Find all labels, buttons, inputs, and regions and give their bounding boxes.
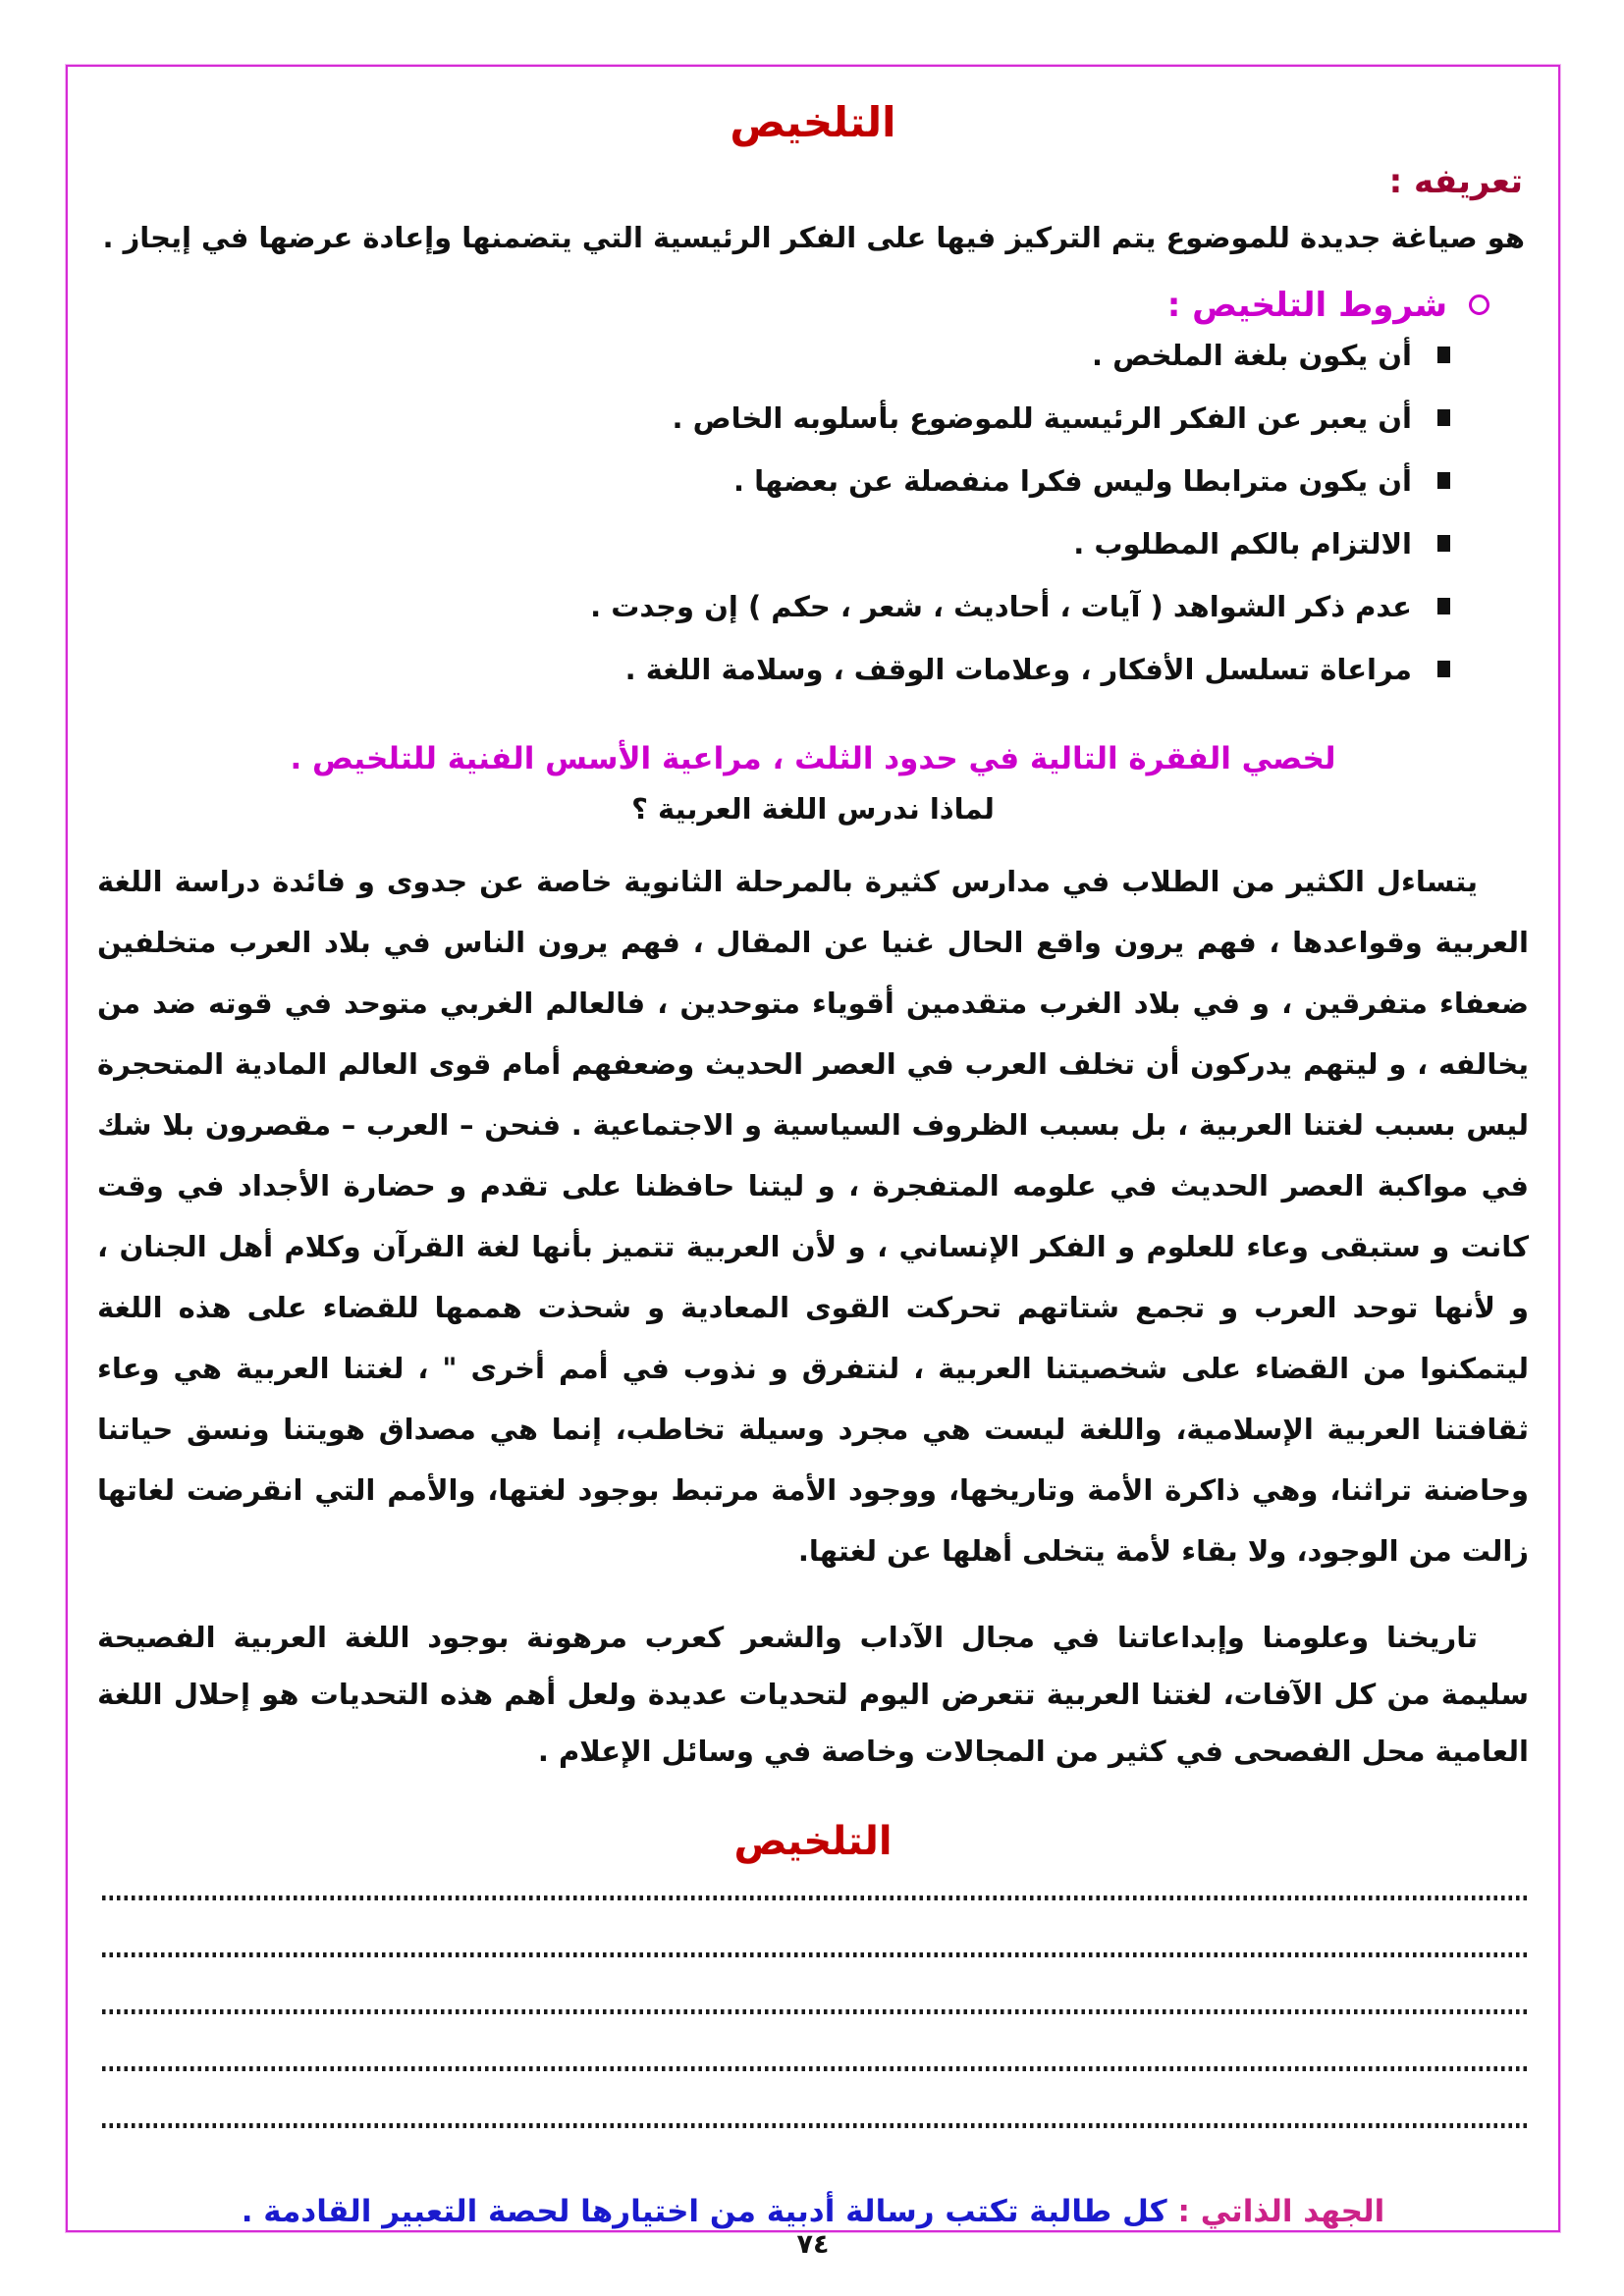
condition-text: مراعاة تسلسل الأفكار ، وعلامات الوقف ، وسلامة اللغة .: [624, 652, 1412, 686]
definition-label: تعريفه :: [1388, 162, 1523, 201]
list-item: [97, 339, 1450, 372]
answer-lines: [97, 1896, 1529, 2180]
square-bullet-icon: [1437, 409, 1450, 426]
list-item: [97, 401, 1450, 435]
page-content: [68, 67, 1558, 2260]
exercise-paragraph-2: تاريخنا وعلومنا وإبداعاتنا في مجال الآداب والشعر كعرب مرهونة بوجود اللغة العربية الفصيحة سليمة من كل الآفات، لغتنا العربية تتعرض اليوم لتحديات عديدة ولعل أهم هذه التحديات هو إحلال اللغة العامية محل الفصحى في كثير من المجالات وخاصة في وسائل الإعلام .: [97, 1620, 1529, 1768]
square-bullet-icon: [1437, 535, 1450, 552]
answer-dotted-line: [99, 1896, 1527, 1900]
exercise-paragraph-1: يتساءل الكثير من الطلاب في مدارس كثيرة بالمرحلة الثانوية خاصة عن جدوى و فائدة دراسة اللغة العربية وقواعدها ، فهم يرون واقع الحال غنيا عن المقال ، فهم يرون الناس في بلاد العرب متخلفين ضعفاء متفرقين ، و في بلاد الغرب متقدمين أقوياء متوحدين ، فالعالم الغربي متوحد في قوته ضد من يخالفه ، و ليتهم يدركون أن تخلف العرب في العصر الحديث وضعفهم أمام قوى العالم المادية المتحجرة ليس بسبب لغتنا العربية ، بل بسبب الظروف السياسية و الاجتماعية . فنحن – العرب – مقصرون بلا شك في مواكبة العصر الحديث في علومه المتفجرة ، و ليتنا حافظنا على تقدم و حضارة الأجداد في وقت كانت و ستبقى وعاء للعلوم و الفكر الإنساني ، و لأن العربية تتميز بأنها لغة القرآن وكلام أهل الجنان ، و لأنها توحد العرب و تجمع شتاتهم تحركت القوى المعادية و شحذت هممها للقضاء على هذه اللغة ليتمكنوا من القضاء على شخصيتنا العربية ، لنتفرق و نذوب في أمم أخرى " ، لغتنا العربية هي وعاء ثقافتنا العربية الإسلامية، واللغة ليست هي مجرد وسيلة تخاطب، إنما هي مصداق هويتنا ونسق حياتنا وحاضنة تراثنا، وهي ذاكرة الأمة وتاريخها، ووجود الأمة مرتبط بوجود لغتها، والأمم التي انقرضت لغاتها زالت من الوجود، ولا بقاء لأمة يتخلى أهلها عن لغتها.: [97, 864, 1529, 1568]
condition-text: أن يكون بلغة الملخص .: [1091, 338, 1412, 372]
answer-dotted-line: [99, 2066, 1527, 2071]
answer-dotted-line: [99, 2009, 1527, 2014]
square-bullet-icon: [1437, 661, 1450, 677]
definition-text: هو صياغة جديدة للموضوع يتم التركيز فيها على الفكر الرئيسية التي يتضمنها وإعادة عرضها في إيجاز .: [102, 221, 1525, 254]
condition-text: أن يكون مترابطا وليس فكرا منفصلة عن بعضها .: [733, 463, 1412, 498]
list-item: [97, 464, 1450, 498]
self-effort-label: الجهد الذاتي :: [1177, 2193, 1385, 2229]
conditions-header-label: شروط التلخيص :: [1166, 285, 1447, 325]
answer-dotted-line: [99, 1952, 1527, 1957]
condition-text: عدم ذكر الشواهد ( آيات ، أحاديث ، شعر ، حكم ) إن وجدت .: [590, 589, 1412, 623]
list-item: [97, 590, 1450, 623]
list-item: [97, 527, 1450, 561]
circle-bullet-icon: [1469, 294, 1489, 315]
conditions-header: [97, 286, 1489, 325]
conditions-list: [97, 339, 1529, 716]
self-effort-note: [97, 2194, 1529, 2229]
task-instruction: لخصي الفقرة التالية في حدود الثلث ، مراعية الأسس الفنية للتلخيص .: [290, 740, 1336, 776]
summary-heading: التلخيص: [733, 1818, 893, 1864]
condition-text: الالتزام بالكم المطلوب .: [1073, 526, 1412, 561]
page-number: ٧٤: [796, 2228, 830, 2260]
square-bullet-icon: [1437, 598, 1450, 614]
answer-dotted-line: [99, 2123, 1527, 2128]
list-item: [97, 653, 1450, 686]
self-effort-text: كل طالبة تكتب رسالة أدبية من اختيارها لحصة التعبير القادمة .: [241, 2193, 1167, 2229]
exercise-question: لماذا ندرس اللغة العربية ؟: [631, 791, 995, 826]
page-title: التلخيص: [730, 98, 896, 146]
square-bullet-icon: [1437, 472, 1450, 489]
square-bullet-icon: [1437, 347, 1450, 363]
condition-text: أن يعبر عن الفكر الرئيسية للموضوع بأسلوبه الخاص .: [672, 400, 1412, 435]
